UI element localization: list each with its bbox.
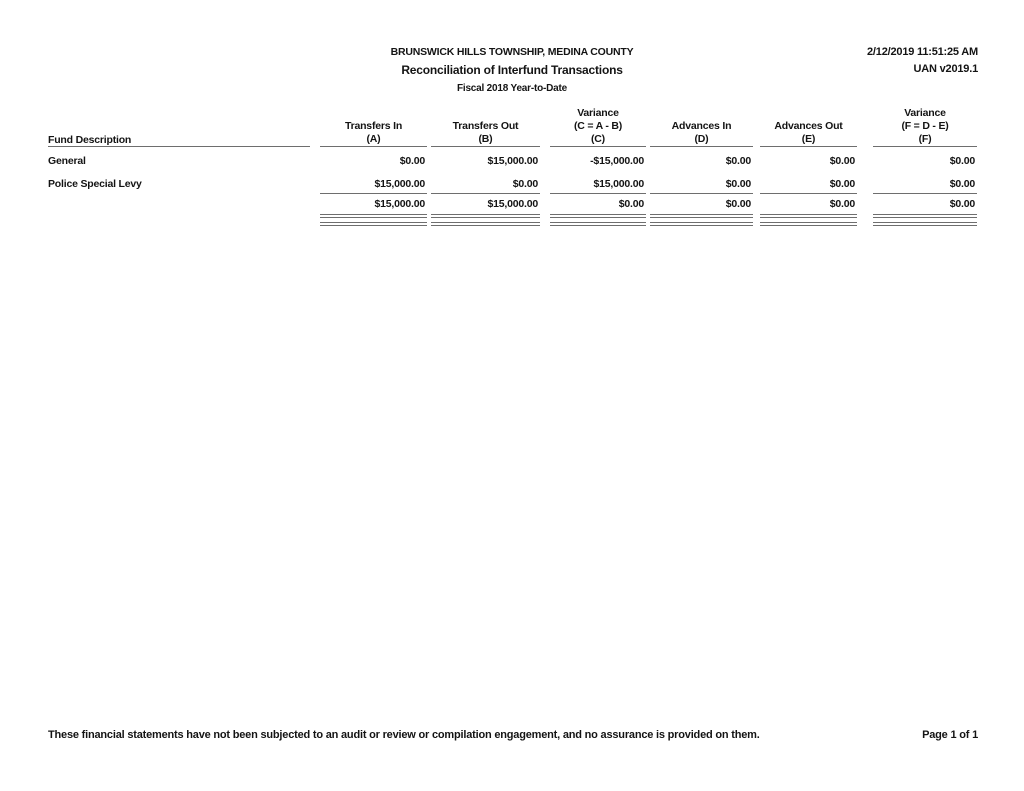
fund-description-label: Fund Description (48, 134, 132, 146)
table-row (48, 147, 977, 170)
disclaimer-text: These financial statements have not been subjected to an audit or review or compilation engagement, and no assurance is provided on them. (48, 729, 760, 741)
col-header-advances-in: Advances In (D) (646, 104, 753, 147)
double-rule (320, 214, 427, 218)
col-header-variance-f: Variance (F = D - E) (F) (857, 104, 977, 147)
fund-name: General (48, 155, 86, 167)
cell-variance-c: -$15,000.00 (590, 155, 644, 167)
totals-row (48, 193, 977, 226)
col-header-fund-description (48, 104, 320, 147)
double-rule (650, 222, 753, 226)
cell-advances-out: $0.00 (829, 178, 855, 190)
table-header-row (48, 104, 977, 147)
col-header-variance-c: Variance (C = A - B) (C) (540, 104, 646, 147)
cell-transfers-in: $15,000.00 (374, 178, 425, 190)
report-datetime: 2/12/2019 11:51:25 AM (867, 46, 978, 58)
cell-variance-f: $0.00 (949, 178, 975, 190)
cell-transfers-out: $15,000.00 (487, 155, 538, 167)
cell-advances-in: $0.00 (725, 155, 751, 167)
total-transfers-out: $15,000.00 (431, 193, 540, 226)
cell-transfers-out: $0.00 (512, 178, 538, 190)
total-variance-c: $0.00 (550, 193, 646, 226)
col-header-transfers-in: Transfers In (A) (320, 104, 427, 147)
report-meta (867, 46, 978, 76)
double-rule (760, 222, 857, 226)
double-rule (873, 222, 977, 226)
double-rule (650, 214, 753, 218)
cell-transfers-in: $0.00 (399, 155, 425, 167)
software-version: UAN v2019.1 (913, 63, 978, 75)
total-transfers-in: $15,000.00 (320, 193, 427, 226)
double-rule (550, 214, 646, 218)
fund-name: Police Special Levy (48, 178, 142, 190)
col-header-transfers-out: Transfers Out (B) (427, 104, 540, 147)
double-rule (320, 222, 427, 226)
cell-advances-out: $0.00 (829, 155, 855, 167)
double-rule (431, 222, 540, 226)
cell-variance-c: $15,000.00 (593, 178, 644, 190)
report-footer (48, 728, 978, 742)
col-header-advances-out: Advances Out (E) (753, 104, 857, 147)
organization-name: BRUNSWICK HILLS TOWNSHIP, MEDINA COUNTY (390, 46, 634, 58)
double-rule (760, 214, 857, 218)
double-rule (431, 214, 540, 218)
report-title: Reconciliation of Interfund Transactions (401, 63, 623, 77)
report-period: Fiscal 2018 Year-to-Date (456, 83, 568, 94)
total-advances-out: $0.00 (760, 193, 857, 226)
page-number: Page 1 of 1 (922, 729, 978, 741)
cell-variance-f: $0.00 (949, 155, 975, 167)
double-rule (550, 222, 646, 226)
cell-advances-in: $0.00 (725, 178, 751, 190)
total-advances-in: $0.00 (650, 193, 753, 226)
table-row (48, 170, 977, 193)
double-rule (873, 214, 977, 218)
interfund-table (48, 104, 977, 226)
total-variance-f: $0.00 (873, 193, 977, 226)
